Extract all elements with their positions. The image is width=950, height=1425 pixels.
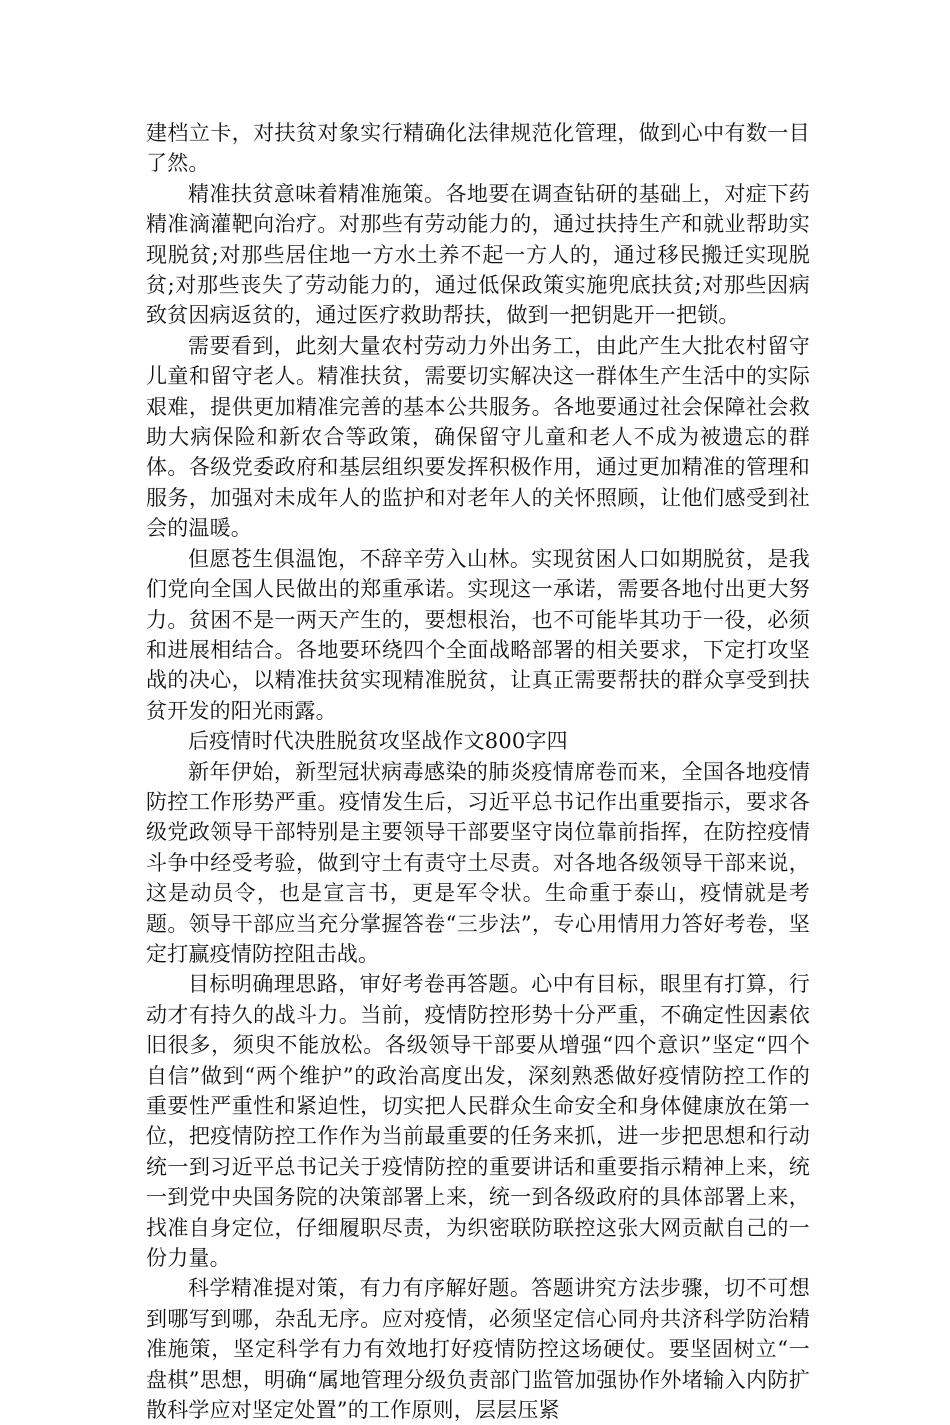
paragraph-6: 目标明确理思路，审好考卷再答题。心中有目标，眼里有打算，行动才有持久的战斗力。当前，疫情防控形势十分严重，不确定性因素依旧很多，须臾不能放松。各级领导干部要从增强“四个意识”坚定“四个自信”做到“两个维护”的政治高度出发，深刻熟悉做好疫情防控工作的重要性严重性和紧迫性，切实把人民群众生命安全和身体健康放在第一位，把疫情防控工作作为当前最重要的任务来抓，进一步把思想和行动统一到习近平总书记关于疫情防控的重要讲话和重要指示精神上来，统一到党中央国务院的决策部署上来，统一到各级政府的具体部署上来，找准自身定位，仔细履职尽责，为织密联防联控这张大网贡献自己的一份力量。 xyxy=(146,972,810,1271)
paragraph-7: 科学精准提对策，有力有序解好题。答题讲究方法步骤，切不可想到哪写到哪，杂乱无序。应对疫情，必须坚定信心同舟共济科学防治精准施策，坚定科学有力有效地打好疫情防控这场硬仗。要坚固树立“一盘棋”思想，明确“属地管理分级负责部门监管加强协作外堵输入内防扩散科学应对坚定处置”的工作原则，层层压紧 xyxy=(146,1276,810,1423)
document-body xyxy=(146,118,810,1425)
paragraph-5: 新年伊始，新型冠状病毒感染的肺炎疫情席卷而来，全国各地疫情防控工作形势严重。疫情发生后，习近平总书记作出重要指示，要求各级党政领导干部特别是主要领导干部要坚守岗位靠前指挥，在防控疫情斗争中经受考验，做到守土有责守土尽责。对各地各级领导干部来说，这是动员令，也是宣言书，更是军令状。生命重于泰山，疫情就是考题。领导干部应当充分掌握答卷“三步法”，专心用情用力答好考卷，坚定打赢疫情防控阻击战。 xyxy=(146,759,810,966)
paragraph-2: 精准扶贫意味着精准施策。各地要在调查钻研的基础上，对症下药精准滴灌靶向治疗。对那些有劳动能力的，通过扶持生产和就业帮助实现脱贫;对那些居住地一方水土养不起一方人的，通过移民搬迁实现脱贫;对那些丧失了劳动能力的，通过低保政策实施兜底扶贫;对那些因病致贫因病返贫的，通过医疗救助帮扶，做到一把钥匙开一把锁。 xyxy=(146,181,810,328)
paragraph-4: 但愿苍生俱温饱，不辞辛劳入山林。实现贫困人口如期脱贫，是我们党向全国人民做出的郑重承诺。实现这一承诺，需要各地付出更大努力。贫困不是一两天产生的，要想根治，也不可能毕其功于一役，必须和进展相结合。各地要环绕四个全面战略部署的相关要求，下定打攻坚战的决心，以精准扶贫实现精准脱贫，让真正需要帮扶的群众享受到扶贫开发的阳光雨露。 xyxy=(146,546,810,723)
section-heading: 后疫情时代决胜脱贫攻坚战作文800字四 xyxy=(188,729,568,754)
paragraph-1: 建档立卡，对扶贫对象实行精确化法律规范化管理，做到心中有数一目了然。 xyxy=(146,121,810,176)
paragraph-3: 需要看到，此刻大量农村劳动力外出务工，由此产生大批农村留守儿童和留守老人。精准扶贫，需要切实解决这一群体生产生活中的实际艰难，提供更加精准完善的基本公共服务。各地要通过社会保障社会救助大病保险和新农合等政策，确保留守儿童和老人不成为被遗忘的群体。各级党委政府和基层组织要发挥积极作用，通过更加精准的管理和服务，加强对未成年人的监护和对老年人的关怀照顾，让他们感受到社会的温暖。 xyxy=(146,333,810,541)
